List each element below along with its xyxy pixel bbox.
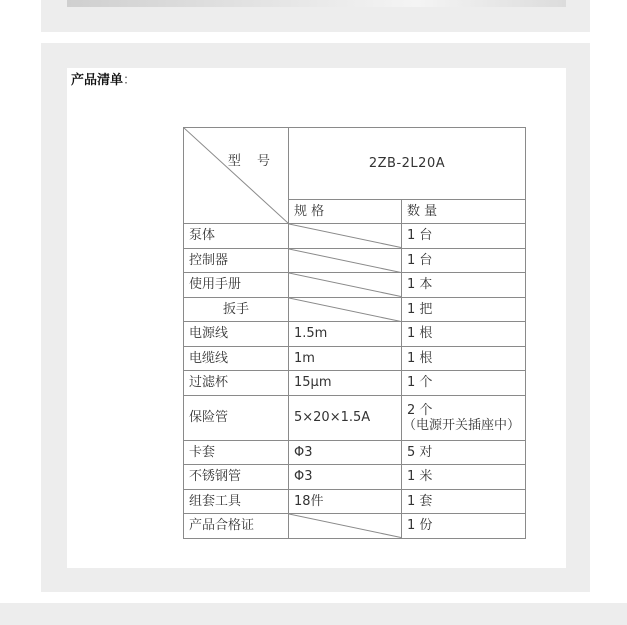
table-row <box>184 322 526 347</box>
heading-colon: ： <box>123 73 137 88</box>
item-spec: 5×20×1.5A <box>289 395 402 440</box>
item-name: 扳手 <box>184 297 289 322</box>
heading-title: 产品清单 <box>71 73 124 88</box>
item-spec-empty <box>289 224 402 249</box>
item-name: 电源线 <box>184 322 289 347</box>
type-label: 型 号 <box>227 154 276 169</box>
product-list-heading <box>71 69 136 88</box>
item-name: 保险管 <box>184 395 289 440</box>
item-quantity: 1 个 <box>402 371 526 396</box>
item-quantity: 1 套 <box>402 489 526 514</box>
item-name: 卡套 <box>184 440 289 465</box>
item-name: 过滤杯 <box>184 371 289 396</box>
slash-line <box>289 514 401 538</box>
item-name: 组套工具 <box>184 489 289 514</box>
item-spec: Φ3 <box>289 465 402 490</box>
table-row <box>184 297 526 322</box>
slash-line <box>289 298 401 322</box>
item-quantity: 1 根 <box>402 322 526 347</box>
table-row <box>184 440 526 465</box>
item-quantity: 1 米 <box>402 465 526 490</box>
item-spec: 1m <box>289 346 402 371</box>
item-spec: 15μm <box>289 371 402 396</box>
item-quantity: 1 本 <box>402 273 526 298</box>
item-name: 使用手册 <box>184 273 289 298</box>
item-quantity <box>402 395 526 440</box>
slash-line <box>289 249 401 273</box>
item-quantity: 1 根 <box>402 346 526 371</box>
table-row <box>184 346 526 371</box>
product-list-table <box>183 127 526 539</box>
slash-line <box>289 273 401 297</box>
item-spec-empty <box>289 248 402 273</box>
item-quantity: 5 对 <box>402 440 526 465</box>
model-cell: 2ZB-2L20A <box>289 128 526 200</box>
item-spec: Φ3 <box>289 440 402 465</box>
item-name: 控制器 <box>184 248 289 273</box>
table-row <box>184 371 526 396</box>
slash-line <box>289 224 401 248</box>
item-spec: 1.5m <box>289 322 402 347</box>
item-spec-empty <box>289 273 402 298</box>
table-header-row <box>184 128 526 200</box>
item-name: 不锈钢管 <box>184 465 289 490</box>
table-row <box>184 248 526 273</box>
spec-column-header: 规 格 <box>289 200 402 224</box>
item-name: 产品合格证 <box>184 514 289 539</box>
quantity-column-header: 数 量 <box>402 200 526 224</box>
table-row <box>184 514 526 539</box>
item-spec-empty <box>289 514 402 539</box>
item-quantity: 1 把 <box>402 297 526 322</box>
product-image-bottom-edge <box>67 0 566 7</box>
item-quantity: 1 台 <box>402 224 526 249</box>
table-row <box>184 489 526 514</box>
item-quantity: 1 份 <box>402 514 526 539</box>
table-row <box>184 465 526 490</box>
table-row <box>184 395 526 440</box>
item-spec-empty <box>289 297 402 322</box>
item-name: 电缆线 <box>184 346 289 371</box>
quantity-note: （电源开关插座中） <box>403 417 521 433</box>
quantity-value: 2 个 <box>407 402 433 418</box>
bottom-section-background <box>0 603 627 625</box>
type-header-cell <box>184 128 289 224</box>
item-name: 泵体 <box>184 224 289 249</box>
table-row <box>184 273 526 298</box>
item-quantity: 1 台 <box>402 248 526 273</box>
table-row <box>184 224 526 249</box>
diagonal-divider <box>184 128 288 223</box>
item-spec: 18件 <box>289 489 402 514</box>
